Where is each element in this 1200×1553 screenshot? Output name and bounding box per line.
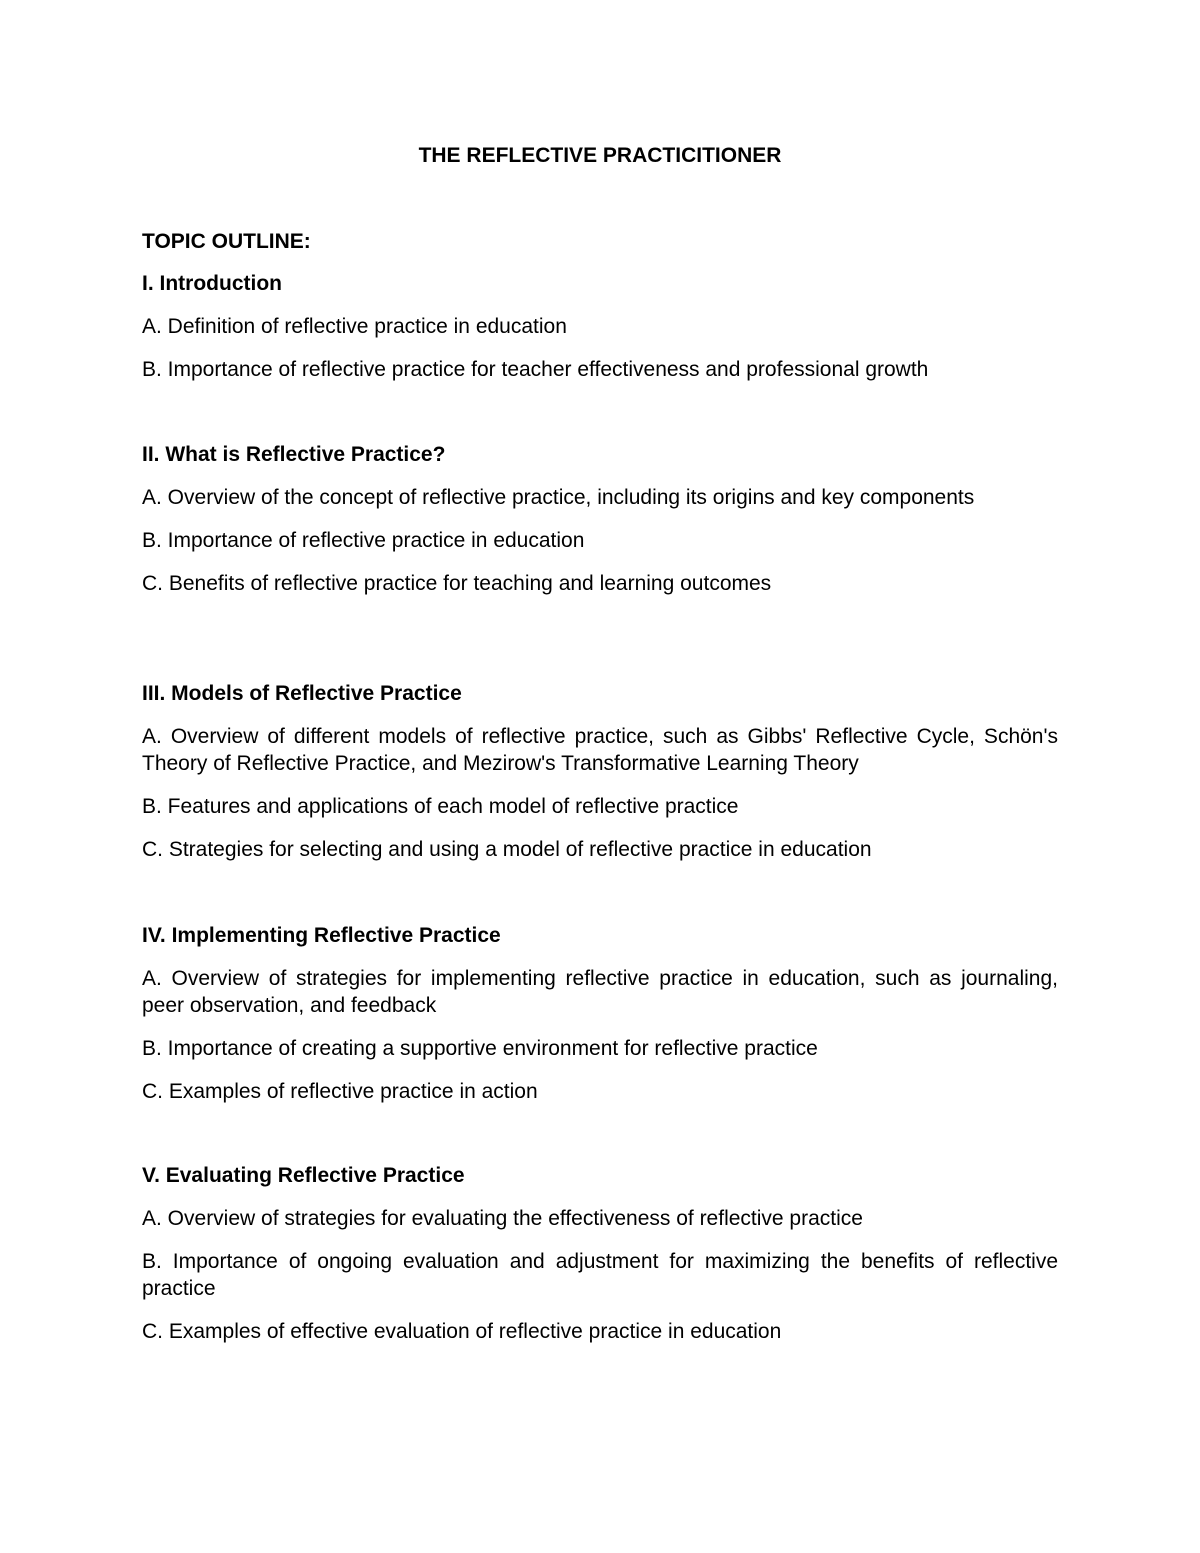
outline-item: A. Overview of different models of reflective practice, such as Gibbs' Reflective Cycle, Schön's Theory of Reflective Practice, and Mezirow's Transformative Learning Theory [142, 725, 1058, 775]
outline-item: A. Overview of the concept of reflective practice, including its origins and key components [142, 486, 975, 509]
outline-item: B. Importance of ongoing evaluation and adjustment for maximizing the benefits of reflective practice [142, 1250, 1058, 1300]
outline-item: B. Features and applications of each model of reflective practice [142, 795, 739, 818]
section-heading: II. What is Reflective Practice? [142, 443, 446, 466]
outline-section-introduction [142, 271, 1058, 399]
outline-item: C. Benefits of reflective practice for teaching and learning outcomes [142, 572, 772, 595]
section-heading: V. Evaluating Reflective Practice [142, 1164, 465, 1187]
topic-outline-label: TOPIC OUTLINE: [142, 230, 311, 253]
outline-section-what-is-reflective-practice [142, 442, 1058, 613]
outline-section-models [142, 681, 1058, 879]
outline-item: A. Definition of reflective practice in education [142, 315, 567, 338]
outline-item: A. Overview of strategies for evaluating the effectiveness of reflective practice [142, 1207, 863, 1230]
section-heading: I. Introduction [142, 272, 282, 295]
outline-item: B. Importance of reflective practice in education [142, 529, 585, 552]
outline-item: B. Importance of reflective practice for teacher effectiveness and professional growth [142, 358, 929, 381]
document-title: THE REFLECTIVE PRACTICITIONER [418, 144, 782, 167]
outline-item: C. Examples of reflective practice in action [142, 1080, 538, 1103]
outline-section-evaluating [142, 1163, 1058, 1361]
outline-item: B. Importance of creating a supportive environment for reflective practice [142, 1037, 818, 1060]
section-heading: III. Models of Reflective Practice [142, 682, 462, 705]
outline-item: C. Examples of effective evaluation of reflective practice in education [142, 1320, 782, 1343]
outline-item: C. Strategies for selecting and using a model of reflective practice in education [142, 838, 872, 861]
outline-item: A. Overview of strategies for implementing reflective practice in education, such as journaling, peer observation, and feedback [142, 967, 1058, 1017]
section-heading: IV. Implementing Reflective Practice [142, 924, 501, 947]
outline-section-implementing [142, 923, 1058, 1121]
